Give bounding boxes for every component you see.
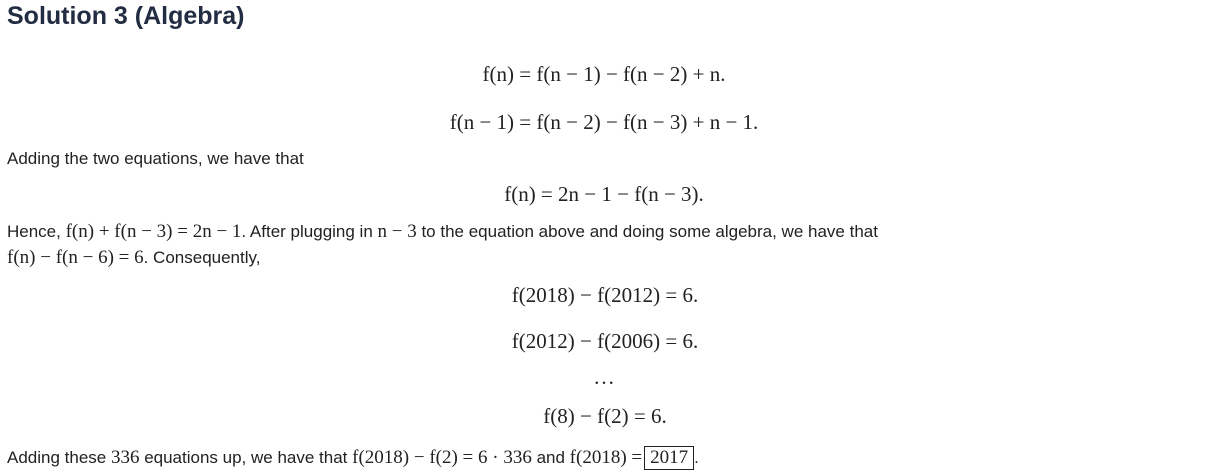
display-equation-6: f(8) − f(2) = 6. xyxy=(543,404,667,428)
hence-text-2: . After plugging in xyxy=(241,222,378,241)
line2-math: f(n) − f(n − 6) = 6 xyxy=(7,247,144,268)
final-text-2: equations up, we have that xyxy=(139,448,353,467)
adding-text: Adding the two equations, we have that xyxy=(7,149,304,168)
hence-math-2: n − 3 xyxy=(377,221,417,242)
final-text-4: . xyxy=(694,448,699,467)
display-ellipsis: ... xyxy=(594,365,616,389)
hence-text-3: to the equation above and doing some algebra, we have that xyxy=(416,222,878,241)
line2-text: . Consequently, xyxy=(143,248,261,267)
hence-paragraph-line-1 xyxy=(7,221,878,243)
final-text-3: and xyxy=(531,448,570,467)
final-text-1: Adding these xyxy=(7,448,111,467)
hence-math-1: f(n) + f(n − 3) = 2n − 1 xyxy=(65,221,242,242)
display-equation-5: f(2012) − f(2006) = 6. xyxy=(511,329,699,353)
hence-paragraph-line-2 xyxy=(7,247,260,269)
display-equation-1: f(n) = f(n − 1) − f(n − 2) + n. xyxy=(482,62,726,86)
final-math-2: f(2018) − f(2) = 6 · 336 xyxy=(352,447,532,468)
display-equation-2: f(n − 1) = f(n − 2) − f(n − 3) + n − 1. xyxy=(449,110,759,134)
solution-heading: Solution 3 (Algebra) xyxy=(7,2,245,30)
final-math-3: f(2018) = xyxy=(569,447,643,468)
boxed-answer: 2017 xyxy=(644,446,694,470)
hence-text-1: Hence, xyxy=(7,222,66,241)
final-paragraph xyxy=(7,446,699,470)
display-equation-3: f(n) = 2n − 1 − f(n − 3). xyxy=(504,182,704,206)
final-math-1: 336 xyxy=(110,447,140,468)
display-equation-4: f(2018) − f(2012) = 6. xyxy=(511,283,699,307)
